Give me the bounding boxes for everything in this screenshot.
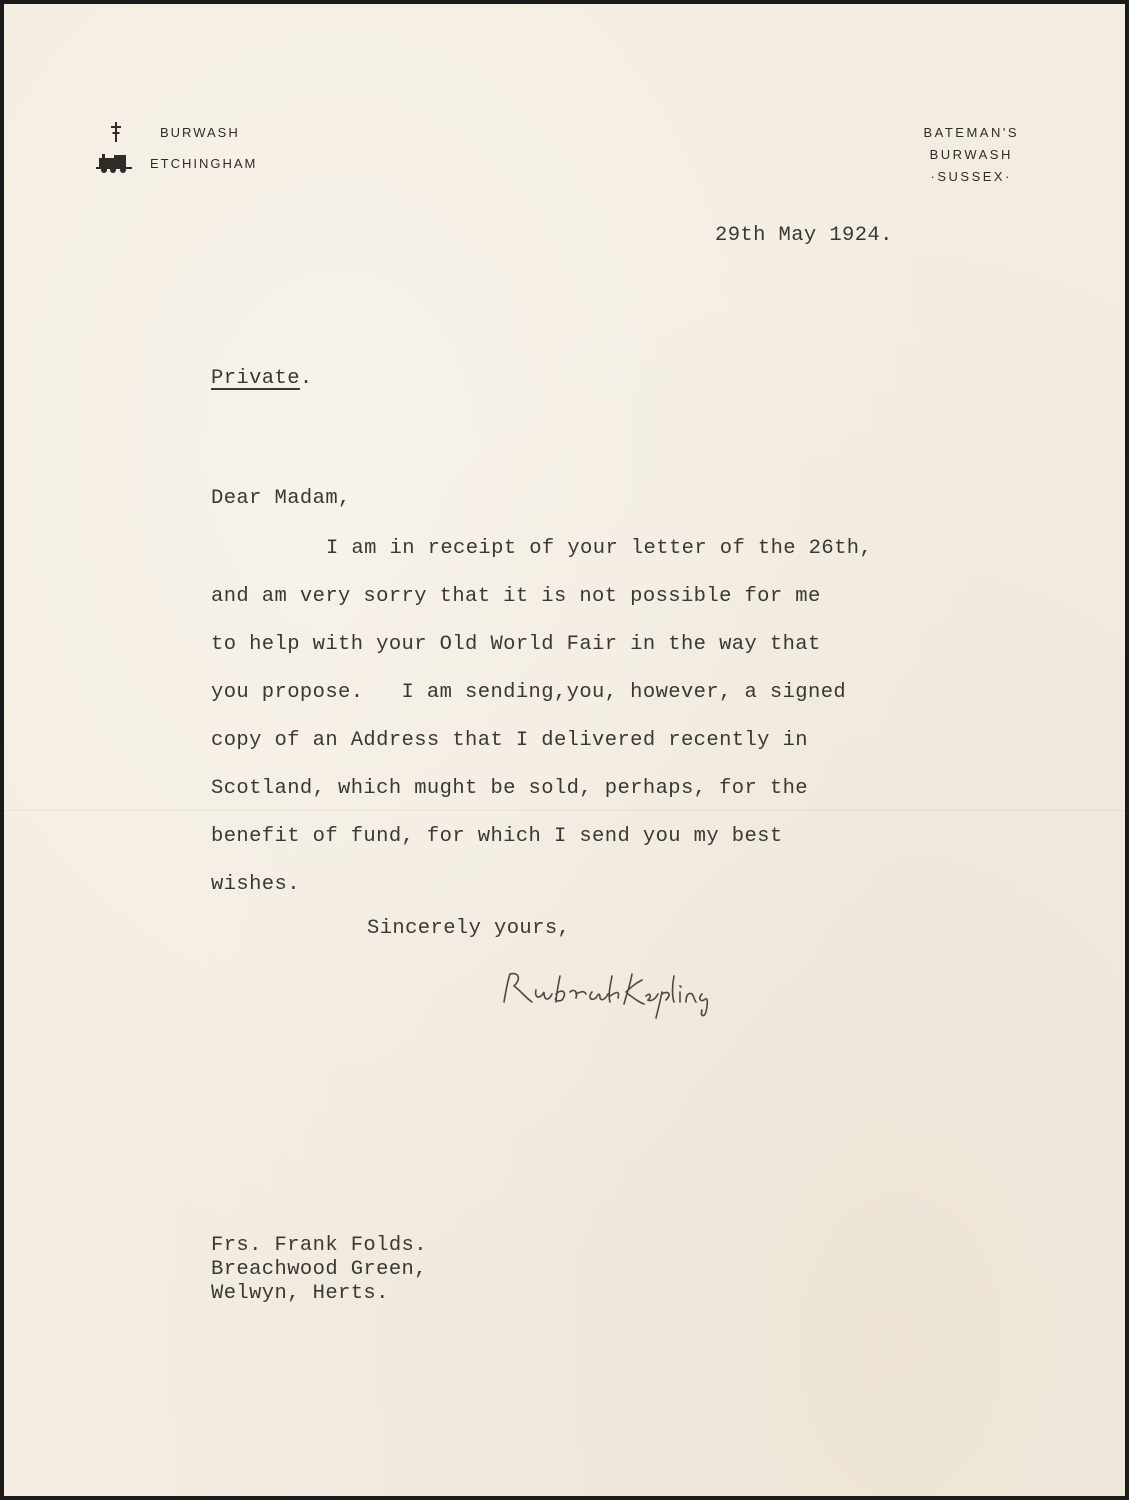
body-line: I am in receipt of your letter of the 26th, (326, 537, 873, 560)
body-line: you propose. I am sending,you, however, a signed (211, 681, 847, 704)
train-icon (96, 152, 134, 174)
private-period: . (299, 367, 313, 390)
body-line: and am very sorry that it is not possible for me (211, 585, 821, 608)
recipient-name: Frs. Frank Folds. (211, 1234, 427, 1257)
letterhead-line-county: ·SUSSEX· (930, 169, 1012, 184)
private-marking (211, 367, 313, 390)
letter-date: 29th May 1924. (715, 224, 893, 247)
salutation: Dear Madam, (211, 487, 351, 510)
closing: Sincerely yours, (367, 917, 571, 940)
letterhead-station: ETCHINGHAM (150, 156, 258, 171)
body-line: copy of an Address that I delivered recently in (211, 729, 808, 752)
body-line: Scotland, which mught be sold, perhaps, for the (211, 777, 808, 800)
body-line: wishes. (211, 873, 300, 896)
letterhead-line-village: BURWASH (929, 147, 1013, 162)
recipient-address (211, 1234, 427, 1306)
letter-sheet (4, 4, 1125, 1496)
private-label: Private (211, 367, 300, 390)
telegraph-cross-icon (110, 121, 122, 143)
letterhead-address (923, 122, 1019, 188)
letterhead-line-house: BATEMAN'S (923, 125, 1019, 140)
body-line: to help with your Old World Fair in the way that (211, 633, 821, 656)
letterhead-telegraph: BURWASH (160, 125, 240, 140)
letter-body (211, 525, 872, 909)
recipient-line-2: Welwyn, Herts. (211, 1282, 389, 1305)
body-line: benefit of fund, for which I send you my best (211, 825, 783, 848)
signature-handwritten (496, 962, 736, 1022)
recipient-line-1: Breachwood Green, (211, 1258, 427, 1281)
